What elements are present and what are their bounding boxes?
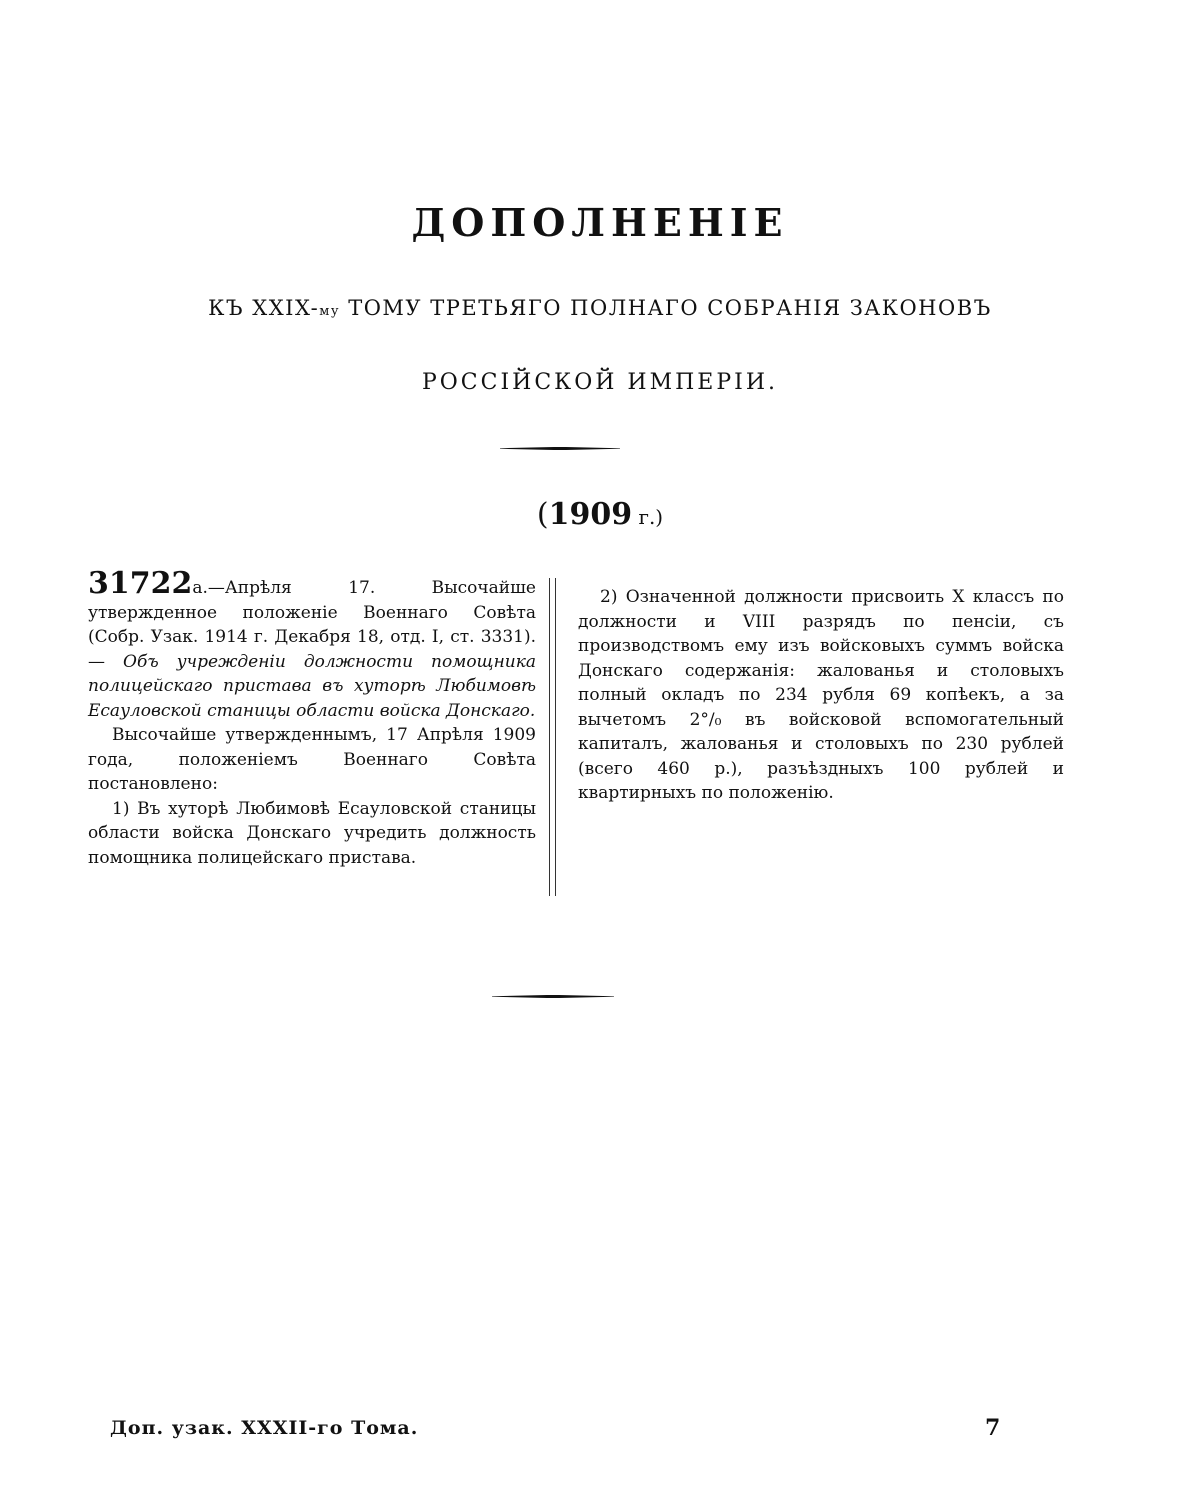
left-column <box>88 566 537 870</box>
subtitle-pre: КЪ XXIX- <box>208 296 320 320</box>
footer-signature: Доп. узак. XXXII-го Тома. <box>110 1417 419 1439</box>
ornamental-rule-bottom <box>492 995 614 998</box>
column-divider <box>549 578 556 896</box>
year-suffix: г.) <box>632 505 664 529</box>
year-open: ( <box>536 497 549 532</box>
entry-title: Объ учрежденіи должности помощника полицейскаго пристава въ хуторѣ Любимовѣ Есауловской станицы области войска Донскаго. <box>88 651 537 721</box>
left-paragraph-1: Высочайше утвержденнымъ, 17 Апрѣля 1909 года, положеніемъ Военнаго Совѣта постановлено: <box>88 725 536 794</box>
page-title: ДОПОЛНЕНІЕ <box>411 200 789 245</box>
right-column <box>578 585 1064 806</box>
page-subtitle-2: РОССІЙСКОЙ ИМПЕРІИ. <box>421 370 779 395</box>
entry-head: а.—Апрѣля 17. Высочайше утвержденное положеніе Военнаго Совѣта (Собр. Узак. 1914 г. Декабря 18, отд. I, ст. 3331).— <box>88 578 536 672</box>
right-paragraph-1: 2) Означенной должности присвоить X классъ по должности и VIII разрядъ по пенсіи, съ производствомъ ему изъ войсковыхъ суммъ войска Донскаго содержанія: жалованья и столовыхъ полный окладъ по 234 рубля 69 копѣекъ, а за вычетомъ 2°/₀ въ войсковой вспомогательный капиталъ, жалованья и столовыхъ по 230 рублей (всего 460 р.), разъѣздныхъ 100 рублей и квартирныхъ по положенію. <box>578 587 1064 803</box>
subtitle-post: ТОМУ ТРЕТЬЯГО ПОЛНАГО СОБРАНІЯ ЗАКОНОВЪ <box>340 296 992 320</box>
subtitle-sup: му <box>319 304 341 319</box>
page-number: 7 <box>985 1415 1001 1441</box>
entry-number: 31722 <box>88 566 193 601</box>
entry-head-paragraph <box>88 566 537 723</box>
left-paragraph-2: 1) Въ хуторѣ Любимовѣ Есауловской станицы области войска Донскаго учредить должность помощника полицейскаго пристава. <box>88 798 536 868</box>
page-subtitle <box>0 296 1200 320</box>
year-number: 1909 <box>548 497 633 532</box>
ornamental-rule <box>500 447 620 450</box>
year-heading <box>0 497 1200 532</box>
